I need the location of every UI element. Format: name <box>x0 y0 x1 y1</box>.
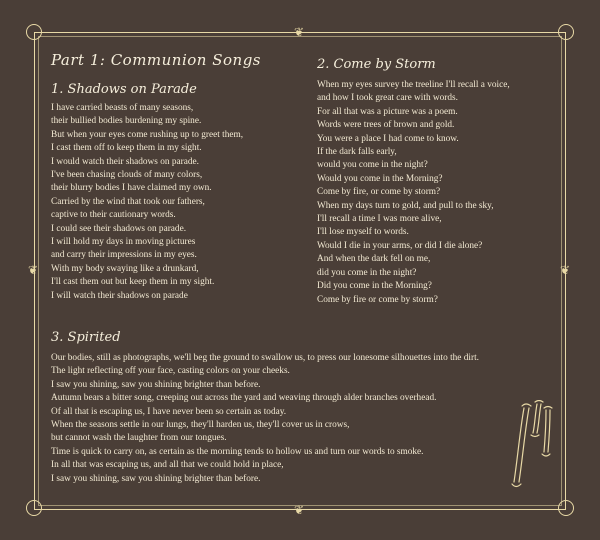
lyric-line: The light reflecting off your face, casting colors on your cheeks. <box>51 366 290 377</box>
lyric-line: You were a place I had come to know. <box>317 133 459 144</box>
lyric-line: and carry their impressions in my eyes. <box>51 250 197 261</box>
lyric-line: When my days turn to gold, and pull to the sky, <box>317 200 494 211</box>
corner-flourish-top-right <box>558 24 574 40</box>
lyric-line: I could see their shadows on parade. <box>51 223 187 234</box>
lyric-line: Our bodies, still as photographs, we'll beg the ground to swallow us, to press our lonesome silhouettes into the dirt. <box>51 353 479 363</box>
lyric-line: But when your eyes come rushing up to greet them, <box>51 129 244 140</box>
lyric-line: Come by fire, or come by storm? <box>317 187 441 198</box>
song-1-heading: 1. Shadows on Parade <box>51 82 197 97</box>
lyric-line: would you come in the night? <box>317 160 428 171</box>
lyric-line: Come by fire or come by storm? <box>317 294 438 305</box>
corner-flourish-bottom-left <box>26 500 42 516</box>
flourish-bottom: ❦ <box>294 503 305 517</box>
lyric-line: Did you come in the Morning? <box>317 281 432 292</box>
lyric-line: For all that was a picture was a poem. <box>317 106 458 117</box>
lyric-line: With my body swaying like a drunkard, <box>51 263 199 274</box>
song-2-lyrics <box>317 79 510 307</box>
lyric-line: their blurry bodies I have claimed my own. <box>51 183 212 194</box>
corner-flourish-top-left <box>26 24 42 40</box>
lyric-line: If the dark falls early, <box>317 147 397 158</box>
lyric-line: When my eyes survey the treeline I'll recall a voice, <box>317 80 510 90</box>
lyric-line: And when the dark fell on me, <box>317 254 431 265</box>
lyric-line: I saw you shining, saw you shining brighter than before. <box>51 473 261 484</box>
lyric-line: I'll recall a time I was more alive, <box>317 214 442 225</box>
lyric-line: I've been chasing clouds of many colors, <box>51 170 203 181</box>
song-3-lyrics <box>51 352 479 486</box>
lyric-line: Autumn bears a bitter song, creeping out across the yard and weaving through alder branches overhead. <box>51 393 437 404</box>
lyric-line: Of all that is escaping us, I have never been so certain as today. <box>51 406 287 417</box>
lyric-line: and how I took great care with words. <box>317 93 458 104</box>
lyric-line: I saw you shining, saw you shining brighter than before. <box>51 379 261 390</box>
song-2-heading: 2. Come by Storm <box>317 57 436 72</box>
bone-sketch-illustration <box>510 400 556 490</box>
part-title: Part 1: Communion Songs <box>51 51 261 69</box>
flourish-left: ❦ <box>28 263 39 277</box>
song-3-heading: 3. Spirited <box>51 330 121 345</box>
lyric-line: I'll lose myself to words. <box>317 227 409 238</box>
lyric-line: Time is quick to carry on, as certain as the morning tends to hollow us and turn our words to smoke. <box>51 446 424 457</box>
lyric-line: I cast them off to keep them in my sight. <box>51 143 202 154</box>
lyric-line: I would watch their shadows on parade. <box>51 156 199 167</box>
lyric-line: I'll cast them out but keep them in my sight. <box>51 277 215 288</box>
lyric-line: captive to their cautionary words. <box>51 210 176 221</box>
lyric-line: did you come in the night? <box>317 267 417 278</box>
lyric-line: Words were trees of brown and gold. <box>317 120 455 131</box>
lyric-line: I will watch their shadows on parade <box>51 290 188 301</box>
lyric-line: Would you come in the Morning? <box>317 173 443 184</box>
lyric-line: Carried by the wind that took our fathers, <box>51 196 205 207</box>
song-1-lyrics <box>51 102 243 303</box>
lyric-line: I will hold my days in moving pictures <box>51 237 196 248</box>
lyric-line: their bullied bodies burdening my spine. <box>51 116 202 127</box>
lyric-line: In all that was escaping us, and all that we could hold in place, <box>51 460 284 471</box>
flourish-right: ❦ <box>560 263 571 277</box>
lyric-line: Would I die in your arms, or did I die alone? <box>317 240 483 251</box>
corner-flourish-bottom-right <box>558 500 574 516</box>
lyric-line: but cannot wash the laughter from our tongues. <box>51 433 227 444</box>
flourish-top: ❦ <box>294 25 305 39</box>
lyric-line: When the seasons settle in our lungs, they'll harden us, they'll cover us in crows, <box>51 420 350 431</box>
lyric-line: I have carried beasts of many seasons, <box>51 103 194 113</box>
